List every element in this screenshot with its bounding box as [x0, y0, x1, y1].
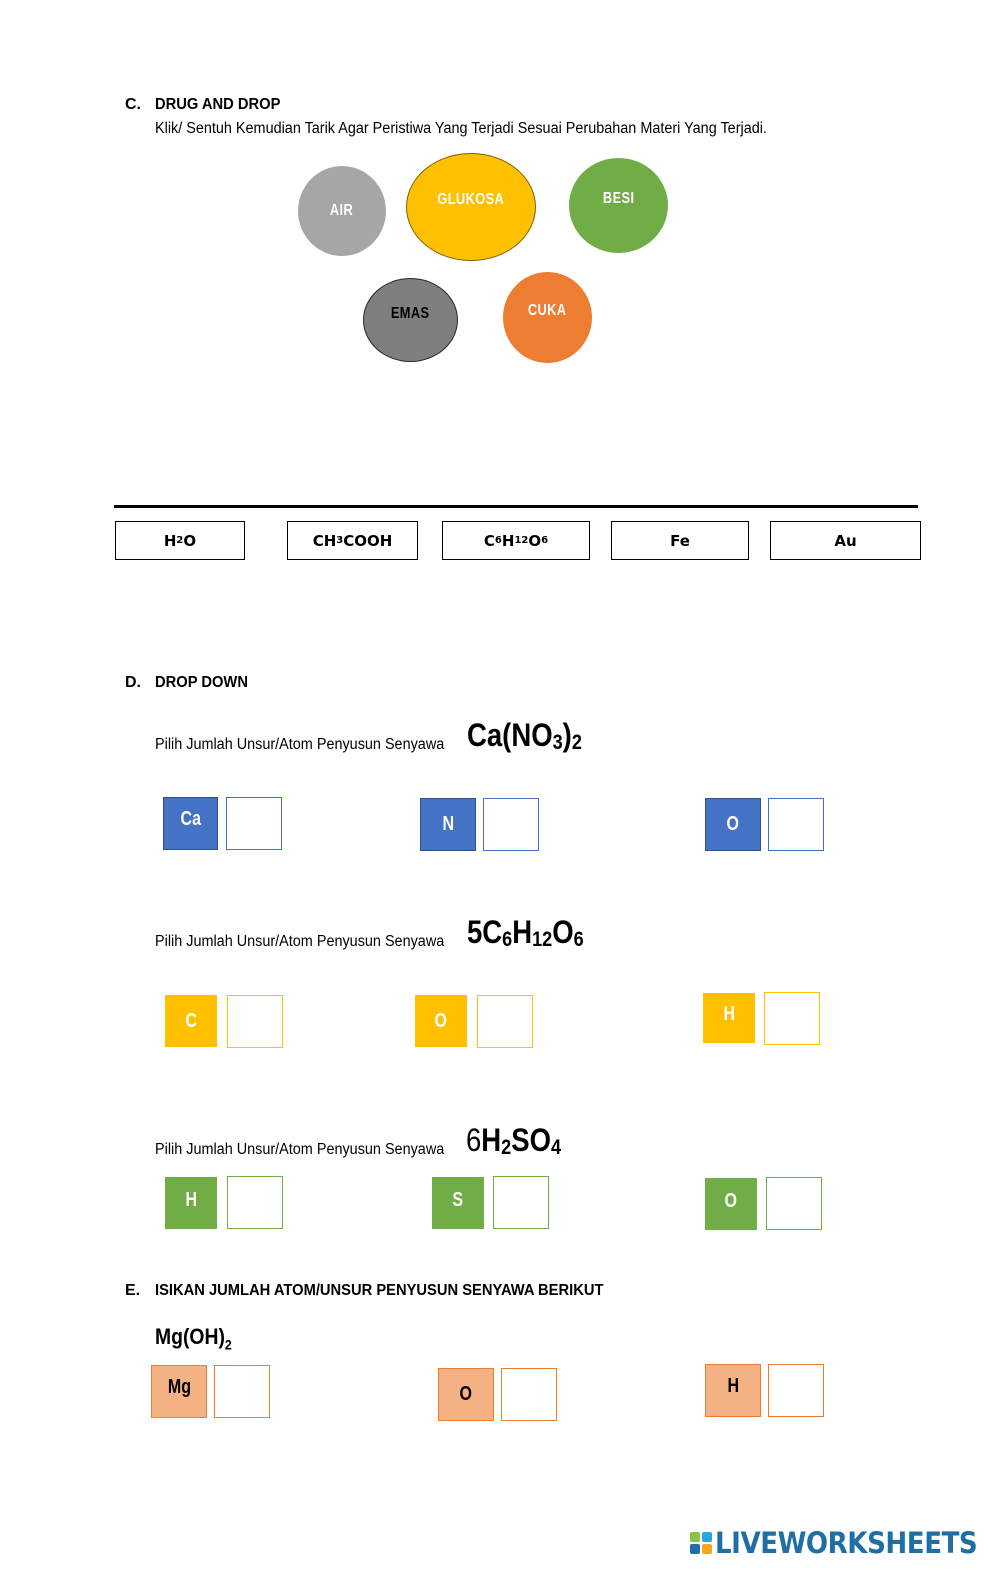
section-c-instruction: Klik/ Sentuh Kemudian Tarik Agar Peristiwa Yang Terjadi Sesuai Perubahan Materi Yang Terjadi. [155, 120, 767, 137]
drag-item-emas[interactable]: EMAS [363, 278, 458, 362]
answer-dropdown-h[interactable] [764, 992, 820, 1045]
drop-target-au[interactable]: Au [770, 521, 921, 560]
element-label-mg: Mg [151, 1365, 207, 1418]
element-label-n: N [420, 798, 476, 851]
liveworksheets-logo-text: LIVEWORKSHEETS [715, 1526, 978, 1560]
question-3-formula: $6H_2SO_4$ [466, 1122, 562, 1159]
element-label-o: O [705, 798, 761, 851]
element-label-o: O [705, 1178, 757, 1230]
drop-target-h2o[interactable]: H 2 O [115, 521, 245, 560]
drop-target-fe[interactable]: Fe [611, 521, 749, 560]
answer-dropdown-ca[interactable] [226, 797, 282, 850]
answer-input-o[interactable] [501, 1368, 557, 1421]
question-3-prompt: Pilih Jumlah Unsur/Atom Penyusun Senyawa [155, 1141, 445, 1158]
section-e-letter: E. [125, 1282, 141, 1299]
section-c-letter: C. [125, 96, 141, 113]
answer-dropdown-s[interactable] [493, 1176, 549, 1229]
liveworksheets-logo[interactable] [690, 1526, 1000, 1560]
answer-dropdown-n[interactable] [483, 798, 539, 851]
element-label-h: H [703, 993, 755, 1043]
element-label-o: O [438, 1368, 494, 1421]
liveworksheets-logo-icon [690, 1532, 712, 1554]
answer-dropdown-o[interactable] [477, 995, 533, 1048]
section-d-title: DROP DOWN [155, 674, 248, 691]
answer-dropdown-o[interactable] [766, 1177, 822, 1230]
divider-line [114, 505, 918, 508]
section-d-letter: D. [125, 674, 141, 691]
question-2-prompt: Pilih Jumlah Unsur/Atom Penyusun Senyawa [155, 933, 445, 950]
question-1-prompt: Pilih Jumlah Unsur/Atom Penyusun Senyawa [155, 736, 445, 753]
section-e-title: ISIKAN JUMLAH ATOM/UNSUR PENYUSUN SENYAWA BERIKUT [155, 1282, 604, 1299]
answer-dropdown-c[interactable] [227, 995, 283, 1048]
element-label-h: H [705, 1364, 761, 1417]
drag-item-besi[interactable]: BESI [569, 158, 668, 253]
element-label-ca: Ca [163, 797, 218, 850]
answer-input-h[interactable] [768, 1364, 824, 1417]
element-label-c: C [165, 995, 217, 1047]
answer-dropdown-o[interactable] [768, 798, 824, 851]
drag-item-cuka[interactable]: CUKA [503, 272, 592, 363]
element-label-h: H [165, 1177, 217, 1229]
drag-item-air[interactable]: AIR [298, 166, 386, 256]
element-label-s: S [432, 1177, 484, 1229]
drag-item-glukosa[interactable]: GLUKOSA [406, 153, 536, 261]
section-e-formula: $Mg(OH)_2$ [155, 1324, 232, 1353]
drop-target-c6h12o6[interactable]: C 6 H 12 O 6 [442, 521, 590, 560]
question-1-formula: $Ca(NO_3)_2$ [467, 717, 582, 754]
answer-input-mg[interactable] [214, 1365, 270, 1418]
section-c-title: DRUG AND DROP [155, 96, 281, 113]
question-2-formula: $5C_6H_{12}O_6$ [467, 914, 584, 951]
answer-dropdown-h[interactable] [227, 1176, 283, 1229]
drop-target-ch3cooh[interactable]: CH 3 COOH [287, 521, 418, 560]
element-label-o: O [415, 995, 467, 1047]
